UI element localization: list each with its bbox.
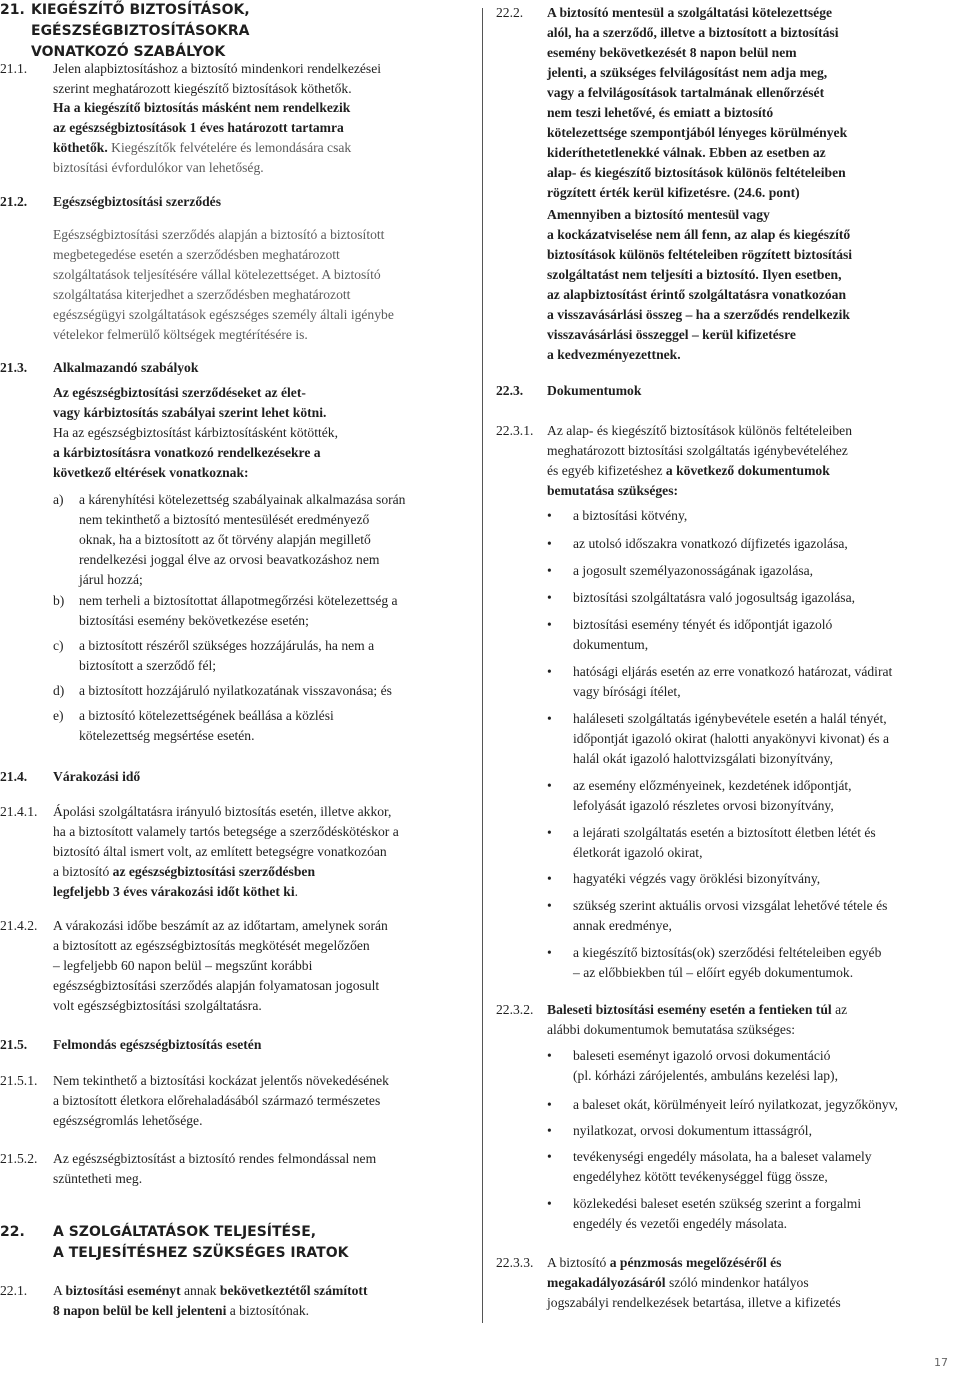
text-line: haláleseti szolgáltatás igénybevétele esetén a halál tényét, (573, 711, 887, 726)
text-line: biztosítási esemény bekövetkezése esetén; (79, 613, 309, 628)
text-line: a baleset okát, körülményeit leíró nyilatkozat, jegyzőkönyv, (573, 1097, 898, 1112)
text-line: életkorát igazoló okirat, (573, 845, 703, 860)
text-line: Amennyiben a biztosító mentesül vagy (547, 207, 770, 222)
text-line: Az egészségbiztosítási szerződéseket az élet- (53, 385, 306, 400)
text-line: engedély és vezetői engedély másolata. (573, 1216, 788, 1231)
text-line: jelenti, a szükséges felvilágosítást nem adja meg, (547, 65, 828, 80)
bullet-icon: • (547, 563, 552, 578)
text-line: a kiegészítő biztosítás(ok) szerződési feltételeiben egyéb (573, 945, 882, 960)
text-line: Az egészségbiztosítást a biztosító rendes felmondással nem (53, 1151, 377, 1166)
bullet-icon: • (547, 1196, 552, 1211)
text-line: biztosító által ismert volt, az említett betegségre vonatkozóan (53, 844, 387, 859)
bullet-icon: • (547, 508, 552, 523)
text-line: a visszavásárlási összeg – ha a szerződés rendelkezik (547, 307, 850, 322)
text-line: a biztosító kötelezettségének beállása a közlési (79, 708, 334, 723)
text-line: hagyatéki végzés vagy öröklési bizonyítvány, (573, 871, 821, 886)
text-line: kideríthetetlenekké válnak. Ebben az esetben az (547, 145, 826, 160)
paragraph-21-3 (53, 383, 473, 483)
section-title: Dokumentumok (547, 383, 642, 398)
text-line: szolgáltatások teljesítésére vállal kötelezettséget. A biztosító (53, 267, 381, 282)
text-line: oknak, ha a biztosított az őt törvény alapján megillető (79, 532, 371, 547)
text-line: szerint meghatározott kiegészítő biztosítások köthetők. (53, 81, 352, 96)
text-line: az egészségbiztosítások 1 éves határozott tartamra (53, 120, 344, 135)
text-line: meghatározott biztosítási szolgáltatás igénybevételéhez (547, 443, 848, 458)
text-line: vagy a felvilágosítások tartalmának ellenőrzését (547, 85, 825, 100)
text-line: a kárbiztosításra vonatkozó rendelkezésekre a (53, 445, 321, 460)
page-number: 17 (934, 1356, 948, 1369)
text-line: szolgáltatása kiterjedhet a szerződésben meghatározott (53, 287, 351, 302)
text-line: a biztosított az egészségbiztosítás megkötését megelőzően (53, 938, 370, 953)
list-marker: e) (53, 708, 64, 723)
bullet-icon: • (547, 898, 552, 913)
text-line: időpontját igazoló okirat (halotti anyakönyvi kivonat) és a (573, 731, 889, 746)
bullet-icon: • (547, 1048, 552, 1063)
bullet-icon: • (547, 778, 552, 793)
paragraph-number: 22.3.2. (496, 1002, 534, 1017)
text-line: a pénzmosás megelőzéséről és (609, 1255, 782, 1270)
text-line: Kiegészítők felvételére és lemondására csak (111, 140, 352, 155)
bullet-icon: • (547, 1097, 552, 1112)
text-line: alól, ha a szerződő, illetve a biztosított a biztosítási (547, 25, 839, 40)
heading-line: KIEGÉSZÍTŐ BIZTOSÍTÁSOK, EGÉSZSÉGBIZTOSÍTÁSOKRA (31, 2, 250, 39)
text-line: a jogosult személyazonosságának igazolása, (573, 563, 814, 578)
text-line: – az előbbiekben túl – előírt egyéb dokumentumok. (573, 965, 854, 980)
text-line: megbetegedése esetén a szerződésben meghatározott (53, 247, 340, 262)
paragraph-number: 22.3.3. (496, 1255, 534, 1270)
text-line: egészségbiztosítási szerződés alapján folyamatosan jogosult (53, 978, 380, 993)
text-line: nem tekinthető a biztosító mentesülését eredményező (79, 512, 370, 527)
text-line: alap- és kiegészítő biztosítások különös feltételeiben (547, 165, 846, 180)
text-line: köthetők. (53, 140, 108, 155)
text-line: biztosítási szolgáltatásra való jogosultság igazolása, (573, 590, 855, 605)
bullet-icon: • (547, 590, 552, 605)
bullet-icon: • (547, 871, 552, 886)
paragraph-number: 22.3.1. (496, 423, 534, 438)
text-line: az esemény előzményeinek, kezdetének időpontját, (573, 778, 852, 793)
paragraph-number: 21.4.2. (0, 918, 38, 933)
text-line: a biztosítónak. (226, 1303, 310, 1318)
text-line: rögzített érték kerül kifizetésre. (24.6. pont) (547, 185, 800, 200)
text-line: Ha a kiegészítő biztosítás másként nem rendelkezik (53, 100, 351, 115)
text-line: és egyéb kifizetéshez (547, 463, 666, 478)
paragraph-21-4-1-cont (53, 822, 473, 902)
paragraph-number: 21.5.1. (0, 1073, 38, 1088)
bullet-icon: • (547, 617, 552, 632)
section-number: 21.4. (0, 769, 28, 784)
text-line: jogszabályi rendelkezések betartása, illetve a kifizetés (547, 1295, 841, 1310)
text-line: visszavásárlási összeggel – kerül kifizetésre (547, 327, 796, 342)
text-line: az alapbiztosítást érintő szolgáltatásra vonatkozóan (547, 287, 847, 302)
paragraph-number: 21.1. (0, 61, 28, 76)
text-line: szüntetheti meg. (53, 1171, 143, 1186)
text-line: a biztosító (53, 864, 113, 879)
text-line: bemutatása szükséges: (547, 483, 679, 498)
section-title: Egészségbiztosítási szerződés (53, 194, 221, 209)
text-line: – legfeljebb 60 napon belül – megszűnt korábbi (53, 958, 313, 973)
section-title: Felmondás egészségbiztosítás esetén (53, 1037, 262, 1052)
text-line: volt egészségbiztosítási szolgáltatásra. (53, 998, 262, 1013)
bullet-icon: • (547, 711, 552, 726)
text-line: biztosítási eseményt (65, 1283, 181, 1298)
text-line: szóló mindenkor hatályos (665, 1275, 809, 1290)
paragraph-22-2-b (547, 205, 960, 365)
text-line: a biztosított hozzájáruló nyilatkozatának visszavonása; és (79, 683, 392, 698)
text-line: nyilatkozat, orvosi dokumentum ittasságról, (573, 1123, 812, 1138)
heading-line: A TELJESÍTÉSHEZ SZÜKSÉGES IRATOK (53, 1245, 349, 1261)
text-line: a biztosított életkora előrehaladásából származó természetes (53, 1093, 381, 1108)
text-line: A várakozási időbe beszámít az az időtartam, amelynek során (53, 918, 388, 933)
text-line: a biztosított részéről szükséges hozzájárulás, ha nem a (79, 638, 375, 653)
text-line: rendelkezési joggal élve az orvosi beavatkozáshoz nem (79, 552, 380, 567)
text-line: Egészségbiztosítási szerződés alapján a biztosító a biztosított (53, 227, 385, 242)
paragraph-21-1-bold (53, 98, 473, 178)
text-line: a következő dokumentumok (665, 463, 830, 478)
heading-line: A SZOLGÁLTATÁSOK TELJESÍTÉSE, (53, 1224, 317, 1240)
bullet-icon: • (547, 664, 552, 679)
text-line: . (294, 884, 299, 899)
text-line: egészségügyi szolgáltatások egészséges személy általi igénybe (53, 307, 394, 322)
paragraph-number: 21.5.2. (0, 1151, 38, 1166)
text-line: esemény bekövetkezését 8 napon belül nem (547, 45, 797, 60)
text-line: következő eltérések vonatkoznak: (53, 465, 249, 480)
paragraph-number: 22.2. (496, 5, 524, 20)
text-line: a kedvezményezettnek. (547, 347, 681, 362)
bullet-icon: • (547, 536, 552, 551)
paragraph-number: 22.1. (0, 1283, 28, 1298)
list-marker: b) (53, 593, 65, 608)
section-title: Alkalmazandó szabályok (53, 360, 199, 375)
text-line: 8 napon belül be kell jelenteni (53, 1303, 227, 1318)
text-line: a kockázatviselése nem áll fenn, az alap és kiegészítő (547, 227, 851, 242)
text-line: dokumentum, (573, 637, 649, 652)
text-line: vételekor felmerülő költségek megtérítésére is. (53, 327, 308, 342)
list-marker: d) (53, 683, 65, 698)
text-line: megakadályozásáról (547, 1275, 666, 1290)
text-line: hatósági eljárás esetén az erre vonatkozó határozat, vádirat (573, 664, 893, 679)
text-line: biztosítások különös feltételeiben rögzített biztosítási (547, 247, 853, 262)
list-marker: a) (53, 492, 64, 507)
text-line: biztosított a szerződő fél; (79, 658, 217, 673)
text-line: halál okát igazoló halottvizsgálati bizonyítvány, (573, 751, 833, 766)
text-line: Az alap- és kiegészítő biztosítások különös feltételeiben (547, 423, 853, 438)
text-line: annak (180, 1283, 220, 1298)
text-line: a biztosítási kötvény, (573, 508, 688, 523)
text-line: közlekedési baleset esetén szükség szerint a forgalmi (573, 1196, 862, 1211)
bullet-icon: • (547, 1123, 552, 1138)
text-line: biztosítási évfordulókor van lehetőség. (53, 160, 264, 175)
section-number: 21.3. (0, 360, 28, 375)
bullet-icon: • (547, 945, 552, 960)
section-title: Várakozási idő (53, 769, 141, 784)
text-line: ha a biztosított valamely tartós betegsége a szerződéskötéskor a (53, 824, 399, 839)
text-line: (pl. kórházi zárójelentés, ambuláns kezelési lap), (573, 1068, 838, 1083)
text-line: az utolsó időszakra vonatkozó díjfizetés igazolása, (573, 536, 848, 551)
heading-line: VONATKOZÓ SZABÁLYOK (31, 44, 226, 60)
section-number: 21.2. (0, 194, 28, 209)
paragraph-21-2 (53, 225, 473, 345)
text-line: kötelezettsége szempontjából lényeges körülmények (547, 125, 848, 140)
list-marker: c) (53, 638, 64, 653)
text-line: A biztosító mentesül a szolgáltatási kötelezettsége (547, 5, 833, 20)
text-line: alábbi dokumentumok bemutatása szükséges: (547, 1022, 796, 1037)
text-line: kötelezettség megsértése esetén. (79, 728, 255, 743)
text-line: az egészségbiztosítási szerződésben (112, 864, 316, 879)
section-number: 22.3. (496, 383, 524, 398)
text-line: vagy bírósági ítélet, (573, 684, 681, 699)
text-line: A (53, 1283, 66, 1298)
text-line: a lejárati szolgáltatás esetén a biztosított életben létét és (573, 825, 876, 840)
text-line: egészségromlás lehetősége. (53, 1113, 203, 1128)
section-number: 22. (0, 1224, 25, 1240)
text-line: baleseti eseményt igazoló orvosi dokumentáció (573, 1048, 831, 1063)
column-divider (482, 8, 483, 1323)
paragraph-number: 21.4.1. (0, 804, 38, 819)
text-line: járul hozzá; (79, 572, 143, 587)
text-line: a kárenyhítési kötelezettség szabályainak alkalmazása során (79, 492, 406, 507)
text-line: szolgáltatást nem teljesíti a biztosító. Ilyen esetben, (547, 267, 842, 282)
text-line: Ápolási szolgáltatásra irányuló biztosítás esetén, illetve akkor, (53, 804, 392, 819)
text-line: Baleseti biztosítási esemény esetén a fentieken túl (547, 1002, 832, 1017)
text-line: vagy kárbiztosítás szabályai szerint lehet kötni. (53, 405, 327, 420)
text-line: annak eredménye, (573, 918, 672, 933)
text-line: Nem tekinthető a biztosítási kockázat jelentős növekedésének (53, 1073, 389, 1088)
bullet-icon: • (547, 825, 552, 840)
text-line: Jelen alapbiztosításhoz a biztosító mindenkori rendelkezései (53, 61, 382, 76)
text-line: szükség szerint aktuális orvosi vizsgálat lehetővé tétele és (573, 898, 888, 913)
section-number: 21. (0, 2, 25, 18)
text-line: Ha az egészségbiztosítást kárbiztosításként kötötték, (53, 425, 339, 440)
bullet-icon: • (547, 1149, 552, 1164)
text-line: A biztosító (547, 1255, 610, 1270)
text-line: nem terheli a biztosítottat állapotmegőrzési kötelezettség a (79, 593, 398, 608)
text-line: bekövetkeztétől számított (219, 1283, 368, 1298)
section-number: 21.5. (0, 1037, 28, 1052)
text-line: lefolyását igazoló részletes orvosi bizonyítvány, (573, 798, 834, 813)
text-line: tevékenységi engedély másolata, ha a baleset valamely (573, 1149, 872, 1164)
text-line: nem teszi lehetővé, és emiatt a biztosító (547, 105, 774, 120)
text-line: legfeljebb 3 éves várakozási időt köthet ki (53, 884, 295, 899)
text-line: biztosítási esemény tényét és időpontját igazoló (573, 617, 833, 632)
text-line: az (831, 1002, 848, 1017)
text-line: engedélyhez kötött tevékenységgel függ össze, (573, 1169, 828, 1184)
